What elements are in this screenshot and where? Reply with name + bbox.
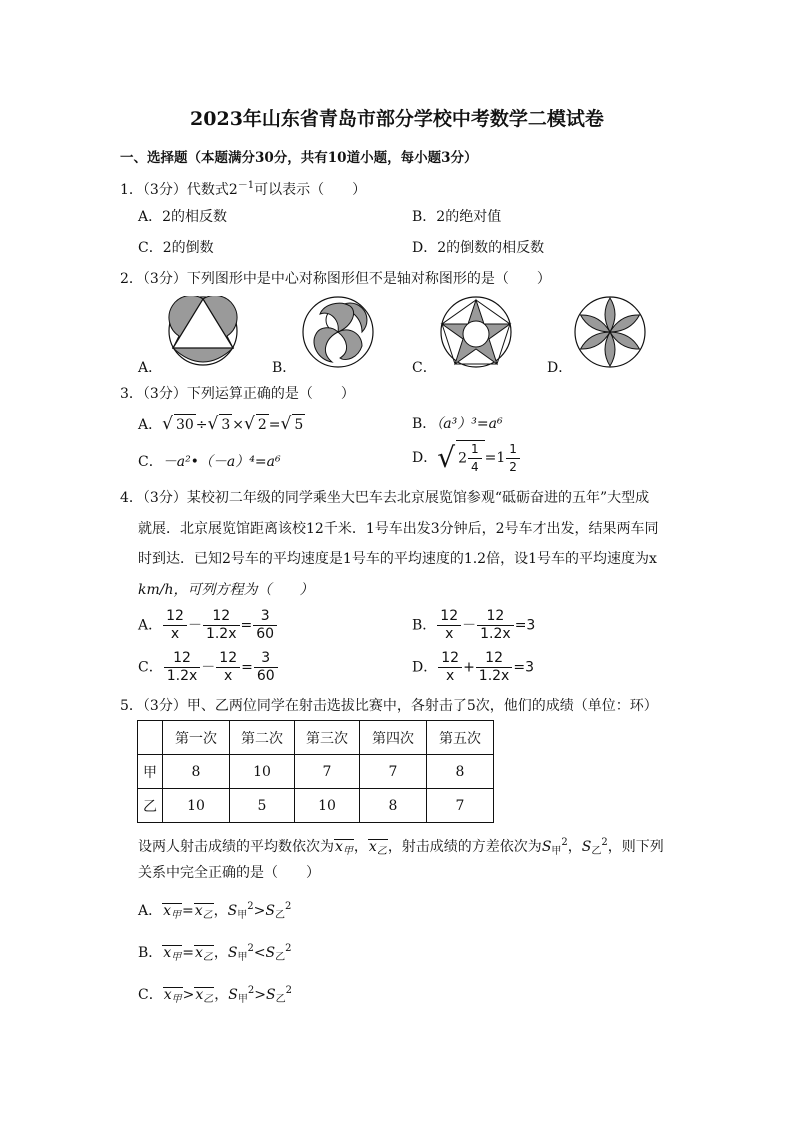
fraction-numerator: 12 [163,608,187,626]
var-s: S [227,903,238,919]
text-part: ， [213,903,228,919]
subscript: 甲 [237,952,248,963]
var-x: x [335,839,343,855]
var-x: x [194,903,203,919]
var-s: S [227,945,238,961]
option-label: C． [138,659,163,676]
operator: ÷ [195,417,208,433]
text-part: 设两人射击成绩的平均数依次为 [138,839,334,855]
page-title: 2023年山东省青岛市部分学校中考数学二模试卷 [190,108,604,130]
fraction-numerator: 1 [468,441,482,459]
table-cell: 10 [230,755,295,789]
q2-figure-b-icon [300,296,376,368]
text-part: ， [213,945,228,961]
subscript: 甲 [551,846,562,857]
sqrt-icon: √ [437,441,456,474]
operator: > [182,987,195,1003]
question-4-line-4: km/h，可列方程为（ ） [138,582,314,598]
q1-option-a[interactable]: A．2的相反数 [138,209,228,225]
sqrt-icon: √ [207,414,219,434]
operator: < [253,945,266,961]
table-header-cell: 第四次 [360,721,427,755]
operator: － [201,659,216,676]
operator: = [182,945,194,961]
fraction-denominator: 1.2x [478,668,510,684]
var-s: S [265,987,276,1003]
fraction-numerator: 12 [164,650,201,668]
table-header-cell: 第一次 [163,721,230,755]
table-cell: 甲 [138,755,163,789]
table-cell: 7 [427,789,494,823]
question-1-stem [120,176,366,200]
var-s: S [228,987,238,1003]
fraction-numerator: 12 [203,608,240,626]
var-x: x [194,945,203,961]
mean-symbol [162,903,182,923]
q3-option-d[interactable] [412,440,521,476]
fraction-denominator: 1.2x [480,626,511,642]
subscript: 甲 [171,952,182,963]
subscript: 甲 [237,910,248,921]
subscript: 甲 [171,994,182,1005]
q4-option-c[interactable] [138,650,279,685]
subscript: 甲 [171,910,182,921]
text-part: ，射击成绩的方差依次为 [387,839,542,855]
mean-symbol [334,839,354,859]
table-header-cell: 第二次 [230,721,295,755]
section-heading: 一、选择题（本题满分30分，共有10道小题，每小题3分） [120,150,478,166]
table-row [138,789,494,823]
operator: > [254,987,266,1003]
q2-figure-a-icon [165,296,243,366]
q3-option-b[interactable] [412,414,503,434]
var-x: x [163,945,172,961]
table-header-cell: 第三次 [295,721,360,755]
table-cell: 10 [295,789,360,823]
subscript: 乙 [275,952,286,963]
q2-option-a[interactable]: A． [138,360,163,376]
mean-symbol [194,945,214,965]
subscript: 乙 [274,910,285,921]
question-4-line-2: 就展．北京展览馆距离该校12千米．1号车出发3分钟后，2号车才出发，结果两车同 [138,521,659,537]
var-x: x [368,839,377,855]
var-s: S [581,839,592,855]
option-expression: （a³）³=a⁶ [436,416,503,432]
question-2-stem: 2．（3分）下列图形中是中心对称图形但不是轴对称图形的是（ ） [120,271,551,287]
mean-symbol [368,839,388,859]
q1-stem-part: 1．（3分）代数式2 [120,182,238,198]
fraction-numerator: 1 [506,441,520,459]
option-label: B． [412,617,437,634]
fraction-denominator: 1.2x [166,668,198,684]
option-label: A． [138,903,163,919]
radicand: 3 [219,414,232,435]
mean-symbol [162,945,182,965]
operator: － [187,617,202,634]
mixed-integer: 2 [458,450,467,467]
q1-option-c[interactable]: C．2的倒数 [138,240,214,256]
superscript: 2 [247,943,254,954]
question-5-description-1 [138,833,664,862]
question-5-description-2: 关系中完全正确的是（ ） [138,865,320,881]
fraction-denominator: 2 [509,459,517,474]
subscript: 乙 [591,846,602,857]
table-cell: 乙 [138,789,163,823]
fraction-denominator: x [170,626,180,642]
fraction-numerator: 12 [438,650,462,668]
operator: > [253,903,266,919]
mean-symbol [194,987,214,1007]
superscript: 2 [247,985,255,996]
option-label: A． [138,617,163,634]
superscript: 2 [601,837,608,848]
q2-figure-c-icon [438,296,514,368]
table-cell: 5 [230,789,295,823]
mean-symbol [194,903,214,923]
fraction-numerator: 3 [253,608,277,626]
option-label: C． [138,454,163,470]
q3-option-a[interactable] [138,414,305,435]
table-cell: 8 [427,755,494,789]
fraction-numerator: 12 [437,608,461,626]
q1-stem-part: 可以表示（ ） [254,182,367,198]
question-4-line-1: 4．（3分）某校初二年级的同学乘坐大巴车去北京展览馆参观“砥砺奋进的五年”大型成 [120,490,650,506]
option-label: B． [412,416,437,432]
operator: = [241,659,253,676]
var-s: S [265,945,276,961]
q2-option-d[interactable]: D． [547,360,573,376]
q1-exponent: －1 [237,180,255,191]
operator: = [240,617,253,634]
q5-option-b[interactable] [138,939,292,968]
table-cell: 7 [360,755,427,789]
subscript: 甲 [342,846,353,857]
fraction-denominator: x [446,668,455,684]
q5-option-c[interactable] [138,981,292,1010]
radicand: 2 [256,414,269,435]
table-row [138,755,494,789]
subscript: 乙 [203,994,214,1005]
operator: =3 [514,617,536,634]
superscript: 2 [285,985,292,996]
q2-figure-d-icon [572,296,648,368]
table-cell: 8 [163,755,230,789]
q1-option-b[interactable]: B．2的绝对值 [412,209,502,225]
var-x: x [163,903,172,919]
radicand: 30 [174,414,196,435]
operator: × [232,417,245,433]
table-header-row [138,721,494,755]
q4-option-d[interactable] [412,650,534,685]
table-header-cell [138,721,163,755]
operator: = [182,903,194,919]
fraction-numerator: 12 [477,608,514,626]
fraction-denominator: 60 [256,626,275,642]
text-part: ， [353,839,368,855]
fraction-denominator: 4 [471,460,479,474]
option-expression: －a²•（－a）⁴=a⁶ [162,454,281,470]
operator: =1 [484,450,506,466]
question-4-line-3: 时到达．已知2号车的平均速度是1号车的平均速度的1.2倍，设1号车的平均速度为x [138,551,657,567]
var-x: x [195,987,204,1003]
sqrt-icon: √ [162,414,173,434]
mean-symbol [163,987,183,1007]
sqrt-icon: √ [280,414,292,434]
question-3-stem: 3．（3分）下列运算正确的是（ ） [120,386,355,402]
operator: － [462,617,477,634]
q4-option-a[interactable] [138,608,278,643]
subscript: 甲 [237,994,248,1005]
option-label: B． [138,945,163,961]
subscript: 乙 [376,846,387,857]
superscript: 2 [247,901,254,912]
q3-option-c[interactable] [138,452,281,472]
sqrt-icon: √ [244,414,255,434]
option-label: D． [412,659,438,676]
subscript: 乙 [202,910,213,921]
radicand-mixed [456,440,485,476]
q2-option-c[interactable]: C． [412,360,437,376]
radicand: 5 [292,414,305,435]
table-header-cell: 第五次 [427,721,494,755]
question-5-stem: 5．（3分）甲、乙两位同学在射击选拔比赛中，各射击了5次，他们的成绩（单位：环） [120,698,658,714]
table-cell: 7 [295,755,360,789]
table-cell: 8 [360,789,427,823]
fraction-denominator: x [445,626,454,642]
q1-option-d[interactable]: D．2的倒数的相反数 [412,240,545,256]
subscript: 乙 [202,952,213,963]
text-part: ， [567,839,582,855]
fraction-numerator: 3 [254,650,278,668]
var-s: S [541,839,552,855]
q2-option-b[interactable]: B． [272,360,297,376]
text-part: ，则下列 [607,839,664,855]
q4-option-b[interactable] [412,608,535,643]
fraction-denominator: 1.2x [205,626,237,642]
operator: + [463,659,475,676]
var-x: x [163,987,172,1003]
superscript: 2 [561,837,568,848]
subscript: 乙 [275,994,286,1005]
operator: =3 [513,659,534,676]
var-s: S [265,903,275,919]
option-label: C． [138,987,163,1003]
operator: = [268,417,281,433]
table-cell: 10 [163,789,230,823]
fraction-denominator: 60 [256,668,275,684]
scores-table [137,720,494,823]
fraction-numerator: 12 [476,650,513,668]
superscript: 2 [284,901,292,912]
q5-option-a[interactable] [138,897,291,926]
option-label: D． [412,450,438,466]
fraction-numerator: 12 [216,650,240,668]
superscript: 2 [285,943,292,954]
option-label: A． [138,417,163,433]
fraction-denominator: x [224,668,233,684]
text-part: ， [214,987,229,1003]
